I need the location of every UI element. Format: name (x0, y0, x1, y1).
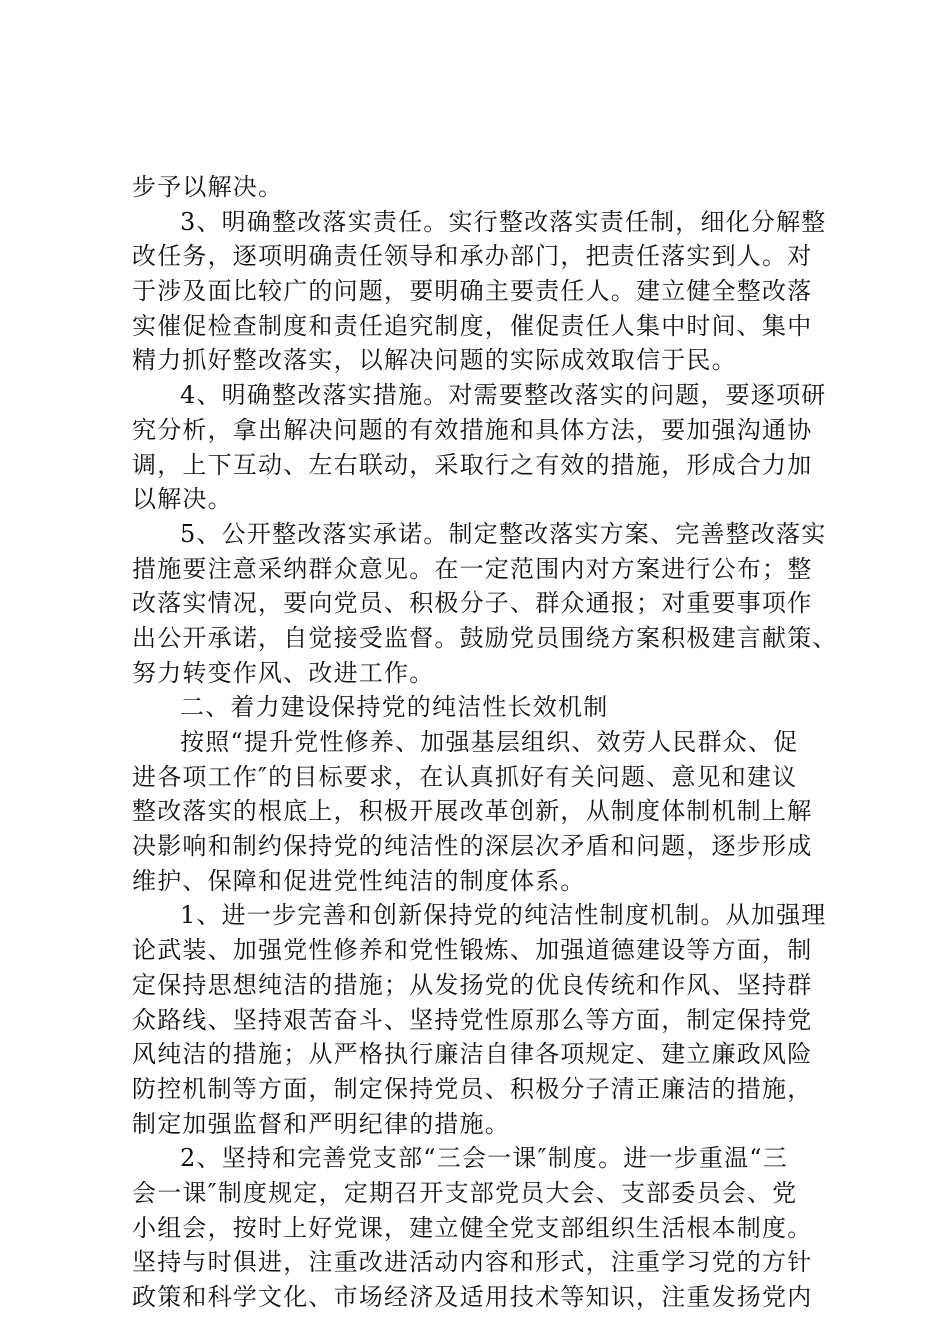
text-line: 众路线、坚持艰苦奋斗、坚持党性原那么等方面，制定保持党 (132, 1005, 813, 1034)
text-line: 3、明确整改落实责任。实行整改落实责任制，细化分解整 (180, 207, 827, 236)
text-line: 4、明确整改落实措施。对需要整改落实的问题，要逐项研 (180, 381, 827, 410)
text-line: 维护、保障和促进党性纯洁的制度体系。 (132, 866, 586, 895)
text-line: 以解决。 (132, 485, 233, 514)
text-line: 5、公开整改落实承诺。制定整改落实方案、完善整改落实 (180, 519, 827, 548)
text-line: 改落实情况，要向党员、积极分子、群众通报；对重要事项作 (132, 589, 813, 618)
text-line: 改任务，逐项明确责任领导和承办部门，把责任落实到人。对 (132, 242, 813, 271)
document-body-text (132, 170, 838, 1315)
text-line: 2、坚持和完善党支部“三会一课″制度。进一步重温“三 (180, 1144, 788, 1173)
text-line: 步予以解决。 (132, 173, 284, 201)
text-line: 政策和科学文化、市场经济及适用技术等知识，注重发扬党内 (132, 1283, 813, 1311)
section-heading: 二、着力建设保持党的纯洁性长效机制 (180, 693, 609, 722)
text-line: 风纯洁的措施；从严格执行廉洁自律各项规定、建立廉政风险 (132, 1040, 813, 1069)
text-line: 精力抓好整改落实，以解决问题的实际成效取信于民。 (132, 346, 737, 375)
text-line: 坚持与时俱进，注重改进活动内容和形式，注重学习党的方针 (132, 1248, 813, 1277)
text-line: 论武装、加强党性修养和党性锻炼、加强道德建设等方面，制 (132, 936, 813, 965)
text-line: 定保持思想纯洁的措施；从发扬党的优良传统和作风、坚持群 (132, 970, 813, 999)
text-line: 进各项工作″的目标要求，在认真抓好有关问题、意见和建议 (132, 762, 798, 791)
text-line: 出公开承诺，自觉接受监督。鼓励党员围绕方案积极建言献策、 (132, 623, 838, 652)
text-line: 1、进一步完善和创新保持党的纯洁性制度机制。从加强理 (180, 901, 827, 930)
text-line: 按照“提升党性修养、加强基层组织、效劳人民群众、促 (180, 728, 799, 756)
text-line: 防控机制等方面，制定保持党员、积极分子清正廉洁的措施， (132, 1074, 813, 1103)
text-line: 措施要注意采纳群众意见。在一定范围内对方案进行公布；整 (132, 554, 813, 583)
text-line: 会一课″制度规定，定期召开支部党员大会、支部委员会、党 (132, 1178, 798, 1207)
text-line: 整改落实的根底上，积极开展改革创新，从制度体制机制上解 (132, 797, 813, 826)
text-line: 实催促检查制度和责任追究制度，催促责任人集中时间、集中 (132, 311, 813, 340)
text-line: 小组会，按时上好党课，建立健全党支部组织生活根本制度。 (132, 1213, 813, 1242)
text-line: 努力转变作风、改进工作。 (132, 658, 435, 687)
text-line: 于涉及面比较广的问题，要明确主要责任人。建立健全整改落 (132, 277, 813, 306)
text-line: 究分析，拿出解决问题的有效措施和具体方法，要加强沟通协 (132, 415, 813, 444)
text-line: 决影响和制约保持党的纯洁性的深层次矛盾和问题，逐步形成 (132, 832, 813, 861)
text-line: 制定加强监督和严明纪律的措施。 (132, 1109, 510, 1138)
text-line: 调，上下互动、左右联动，采取行之有效的措施，形成合力加 (132, 450, 813, 479)
